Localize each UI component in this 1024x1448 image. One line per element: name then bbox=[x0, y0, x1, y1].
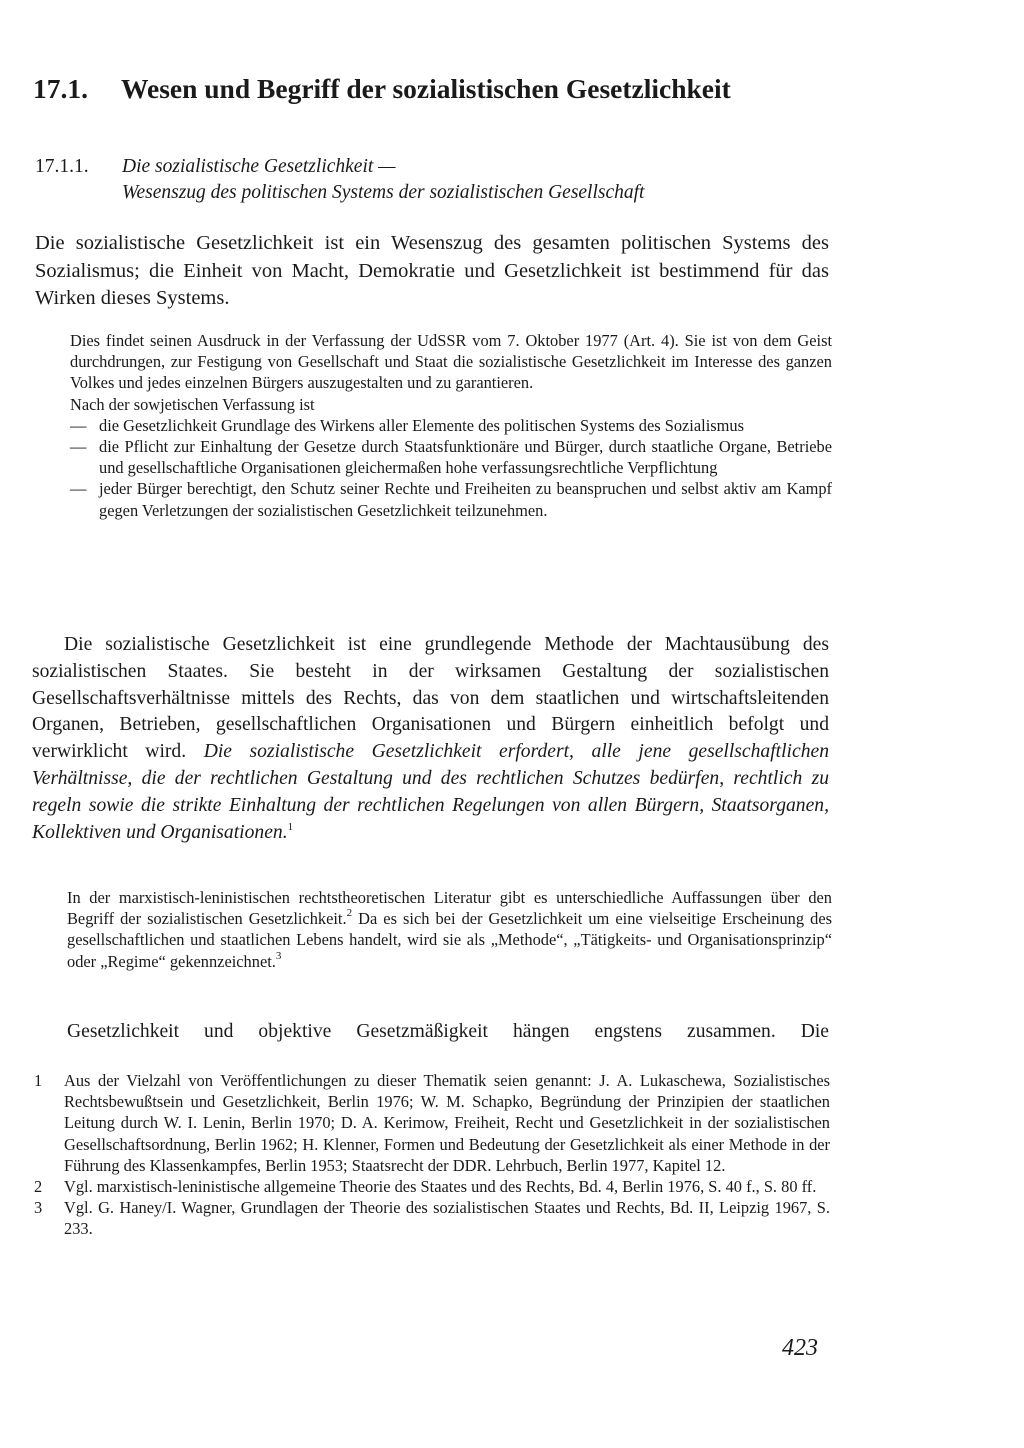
dash-marker: — bbox=[70, 437, 87, 457]
footnote-number: 2 bbox=[34, 1177, 43, 1197]
footnote bbox=[34, 1176, 830, 1197]
constitution-intro: Dies findet seinen Ausdruck in der Verfassung der UdSSR vom 7. Oktober 1977 (Art. 4). Sie ist von dem Geist durchdrungen, zur Festigung von Gesellschaft und Staat die sozialistische Gesetzlichkeit im Interesse des ganzen Volkes und jedes einzelnen Bürgers auszugestalten und zu garantieren. bbox=[70, 331, 832, 393]
method-text: Die sozialistische Gesetzlichkeit ist eine grundlegende Methode der Machtausübung des sozialistischen Staates. Sie besteht in der wirksamen Gestaltung der sozialistischen Gesellschaftsverhältnisse mittels des Rechts, das von dem staatlichen und wirtschaftsleitenden Organen, Betrieben, gesellschaftlichen Organisationen und Bürgern einheitlich befolgt und verwirklicht wird. bbox=[32, 634, 829, 763]
footnote-ref: 2 bbox=[346, 907, 353, 920]
section-heading bbox=[33, 72, 731, 106]
literature-block bbox=[67, 887, 832, 972]
method-emphasis: Die sozialistische Gesetzlichkeit erfordert, alle jene gesellschaftlichen Verhältnisse, die der rechtlichen Gestaltung und des rechtlichen Schutzes bedürfen, rechtlich zu regeln sowie die strikte Einhaltung der rechtlichen Regelungen von allen Bürgern, Staatsorganen, Kollektiven und Organisationen. bbox=[32, 741, 829, 843]
subsection-title-line1: Die sozialistische Gesetzlichkeit — bbox=[122, 156, 396, 177]
footnote-text: Vgl. marxistisch-leninistische allgemeine Theorie des Staates und des Rechts, Bd. 4, Berlin 1976, S. 40 f., S. 80 ff. bbox=[64, 1177, 817, 1197]
dash-item-text: die Pflicht zur Einhaltung der Gesetze durch Staatsfunktionäre und Bürger, durch staatliche Organe, Betriebe und gesellschaftliche Organisationen gleichermaßen hohe verfassungsrechtliche Verpflichtung bbox=[99, 437, 832, 478]
dash-item-text: die Gesetzlichkeit Grundlage des Wirkens aller Elemente des politischen Systems des Sozialismus bbox=[99, 415, 744, 435]
section-title: Wesen und Begriff der sozialistischen Gesetzlichkeit bbox=[121, 73, 731, 104]
footnote-text: Aus der Vielzahl von Veröffentlichungen zu dieser Thematik seien genannt: J. A. Lukaschewa, Sozialistisches Rechtsbewußtsein und Gesetzlichkeit, Berlin 1976; W. M. Schapko, Begründung der Prinzipien der staatlichen Leitung durch W. I. Lenin, Berlin 1970; D. A. Kerimow, Freiheit, Recht und Gesetzlichkeit in der sozialistischen Gesellschaftsordnung, Berlin 1962; H. Klenner, Formen und Bedeutung der Gesetzlichkeit als einer Methode in der Führung des Klassenkampfes, Berlin 1953; Staatsrecht der DDR. Lehrbuch, Berlin 1977, Kapitel 12. bbox=[64, 1071, 830, 1175]
page-number: 423 bbox=[782, 1335, 818, 1361]
dash-marker: — bbox=[70, 415, 87, 435]
dash-list-item bbox=[70, 415, 832, 436]
footnote-ref: 1 bbox=[287, 820, 294, 833]
footnote bbox=[34, 1197, 830, 1239]
subsection-heading bbox=[35, 154, 644, 206]
literature-text-a: In der marxistisch-leninistischen rechtstheoretischen Literatur gibt es unterschiedliche Auffassungen über den Begriff der sozialistischen Gesetzlichkeit. bbox=[67, 888, 832, 929]
continuation-paragraph: Gesetzlichkeit und objektive Gesetzmäßigkeit hängen engstens zusammen. Die bbox=[67, 1021, 829, 1042]
footnote bbox=[34, 1070, 830, 1176]
literature-text-b: Da es sich bei der Gesetzlichkeit um eine vielseitige Erscheinung des gesellschaftlichen und staatlichen Lebens handelt, wird sie als „Methode“, „Tätigkeits- und Organisationsprinzip“ oder „Regime“ gekennzeichnet. bbox=[67, 909, 832, 971]
footnote-number: 1 bbox=[34, 1071, 43, 1090]
dash-list-item bbox=[70, 436, 832, 478]
section-number: 17.1. bbox=[33, 73, 88, 104]
footnote-text: Vgl. G. Haney/I. Wagner, Grundlagen der Theorie des sozialistischen Staates und Rechts, Bd. II, Leipzig 1967, S. 233. bbox=[64, 1198, 830, 1239]
dash-item-text: jeder Bürger berechtigt, den Schutz seiner Rechte und Freiheiten zu beanspruchen und selbst aktiv am Kampf gegen Verletzungen der sozialistischen Gesetzlichkeit teilzunehmen. bbox=[99, 479, 832, 520]
lead-paragraph: Die sozialistische Gesetzlichkeit ist ein Wesenszug des gesamten politischen Systems des Sozialismus; die Einheit von Macht, Demokratie und Gesetzlichkeit ist bestimmend für das Wirken dieses Systems. bbox=[35, 232, 829, 309]
footnotes bbox=[34, 1070, 830, 1240]
dash-list-item bbox=[70, 478, 832, 520]
constitution-lead-in: Nach der sowjetischen Verfassung ist bbox=[70, 394, 315, 414]
constitution-block bbox=[70, 330, 832, 521]
subsection-number: 17.1.1. bbox=[35, 156, 89, 177]
footnote-number: 3 bbox=[34, 1198, 43, 1218]
footnote-ref: 3 bbox=[275, 949, 282, 962]
subsection-title-line2: Wesenszug des politischen Systems der sozialistischen Gesellschaft bbox=[122, 182, 645, 203]
method-paragraph bbox=[32, 632, 829, 846]
dash-marker: — bbox=[70, 479, 87, 499]
